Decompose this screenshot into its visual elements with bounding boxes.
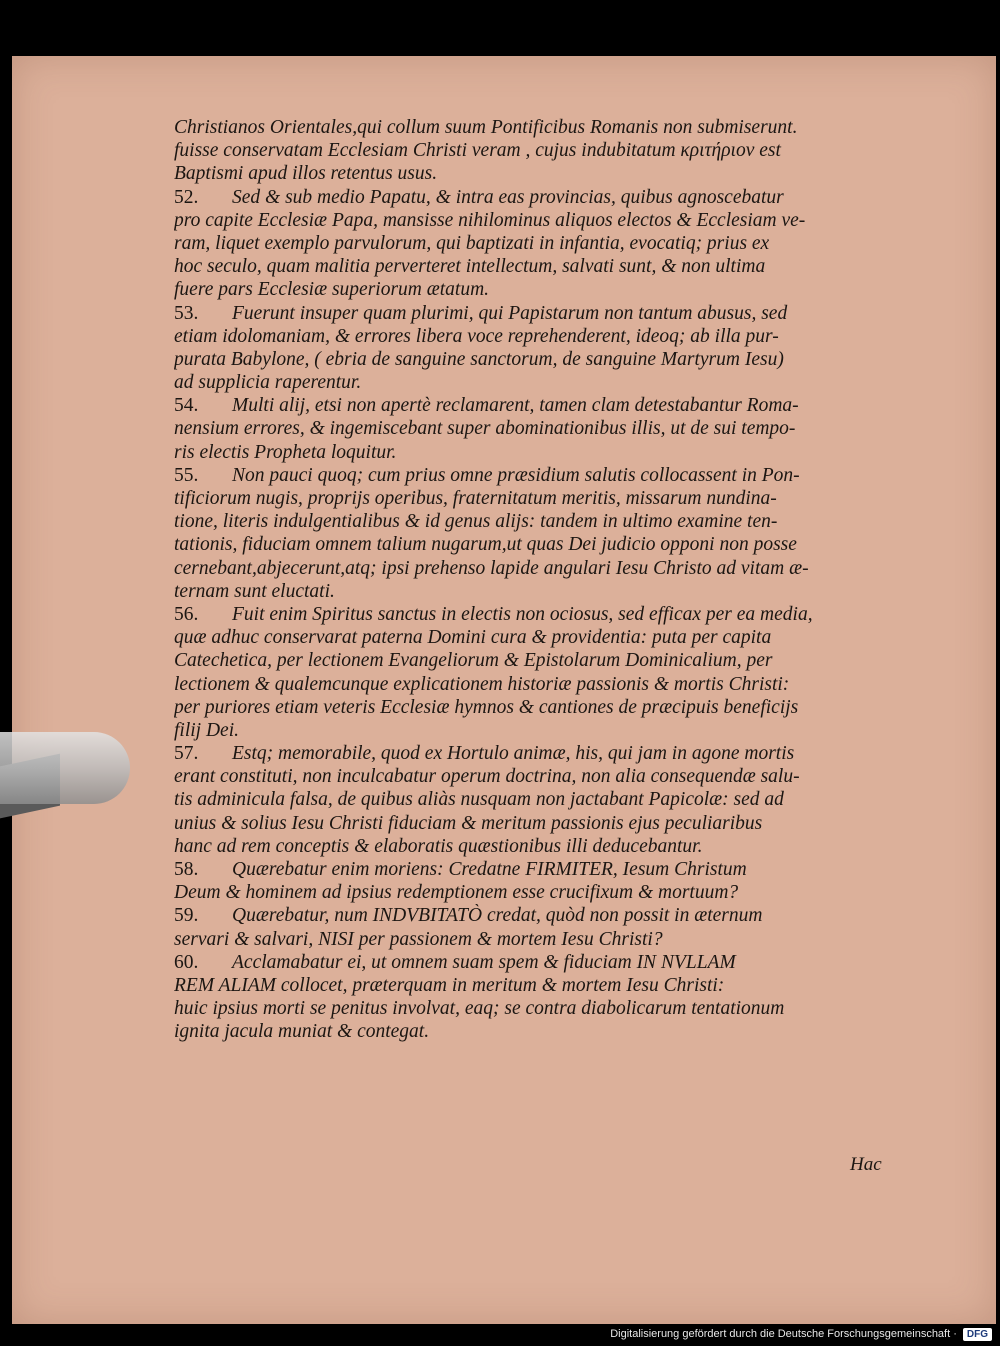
line-text: REM ALIAM collocet, præterquam in meritum & mortem Iesu Christi: — [174, 974, 725, 996]
line-text: ris electis Propheta loquitur. — [174, 441, 397, 463]
paragraph-number: 58. — [174, 859, 199, 880]
line-text: tis adminicula falsa, de quibus aliàs nusquam non jactabant Papicolæ: sed ad — [174, 789, 784, 811]
line-text: per puriores etiam veteris Ecclesiæ hymnos & cantiones de præcipuis beneficijs — [174, 696, 799, 718]
line-text: Sed & sub medio Papatu, & intra eas provincias, quibus agnoscebatur — [232, 186, 784, 208]
text-line — [174, 348, 890, 371]
line-text: Multi alij, etsi non apertè reclamarent, tamen clam detestabantur Roma- — [232, 395, 799, 417]
credit-text: Digitalisierung gefördert durch die Deutsche Forschungsgemeinschaft · — [610, 1328, 957, 1340]
line-text: ignita jacula muniat & contegat. — [174, 1021, 430, 1043]
text-line — [174, 464, 890, 487]
line-text: ternam sunt eluctati. — [174, 580, 335, 602]
text-line — [174, 371, 890, 394]
text-line — [174, 186, 890, 209]
text-line — [174, 673, 890, 696]
text-line — [174, 742, 890, 765]
line-text: Fuit enim Spiritus sanctus in electis non ociosus, sed efficax per ea media, — [232, 603, 813, 625]
line-text: Deum & hominem ad ipsius redemptionem esse crucifixum & mortuum? — [174, 882, 739, 904]
text-line — [174, 788, 890, 811]
paragraph-number: 57. — [174, 743, 199, 765]
line-text: hanc ad rem conceptis & elaboratis quæstionibus illi deducebantur. — [174, 835, 703, 857]
line-text: lectionem & qualemcunque explicationem historiæ passionis & mortis Christi: — [174, 673, 790, 695]
paragraph-number: 59. — [174, 905, 199, 927]
line-text: fuere pars Ecclesiæ superiorum ætatum. — [174, 279, 490, 301]
line-text: tationis, fiduciam omnem talium nugarum,ut quas Dei judicio opponi non posse — [174, 534, 797, 556]
paragraph-number: 60. — [174, 951, 199, 973]
paragraph-number: 56. — [174, 603, 199, 625]
text-line — [174, 719, 890, 742]
text-line — [174, 812, 890, 835]
line-text: Catechetica, per lectionem Evangeliorum & Epistolarum Dominicalium, per — [174, 650, 773, 672]
text-line — [174, 904, 890, 927]
text-line — [174, 394, 890, 417]
text-line — [174, 974, 890, 997]
text-line — [174, 580, 890, 603]
text-line — [174, 441, 890, 464]
text-line — [174, 626, 890, 649]
line-text: pro capite Ecclesiæ Papa, mansisse nihilominus aliquos electos & Ecclesiam ve- — [174, 209, 806, 231]
text-line — [174, 533, 890, 556]
page-clamp — [0, 732, 130, 804]
line-text: Non pauci quoq; cum prius omne præsidium salutis collocassent in Pon- — [232, 464, 800, 486]
paragraph-number: 52. — [174, 186, 199, 208]
text-line — [174, 696, 890, 719]
text-line — [174, 858, 890, 881]
line-text: Baptismi apud illos retentus usus. — [174, 163, 438, 185]
text-line — [174, 302, 890, 325]
text-line — [174, 232, 890, 255]
dfg-logo-icon: DFG — [963, 1328, 992, 1341]
line-text: erant constituti, non inculcabatur operum doctrina, non alia consequendæ salu- — [174, 766, 800, 788]
text-line — [174, 139, 890, 162]
text-line — [174, 417, 890, 440]
line-text: huic ipsius morti se penitus involvat, eaq; se contra diabolicarum tentationum — [174, 998, 785, 1020]
text-line — [174, 765, 890, 788]
text-line — [174, 278, 890, 301]
text-line — [174, 162, 890, 185]
text-line — [174, 487, 890, 510]
line-text: Fuerunt insuper quam plurimi, qui Papistarum non tantum abusus, sed — [232, 302, 788, 324]
text-line — [174, 649, 890, 672]
line-text: hoc seculo, quam malitia perverteret intellectum, salvati sunt, & non ultima — [174, 256, 766, 278]
line-text: ad supplicia raperentur. — [174, 372, 362, 394]
text-line — [174, 835, 890, 858]
line-text: Quærebatur, num INDVBITATÒ credat, quòd non possit in æternum — [232, 905, 763, 927]
line-text: nensium errores, & ingemiscebant super abominationibus illis, ut de sui tempo- — [174, 418, 796, 440]
text-line — [174, 116, 890, 139]
line-text: unius & solius Iesu Christi fiduciam & meritum passionis ejus peculiaribus — [174, 812, 763, 834]
line-text: Quærebatur enim moriens: Credatne FIRMITER, Iesum Christum — [232, 859, 747, 880]
line-text: Estq; memorabile, quod ex Hortulo animæ, his, qui jam in agone mortis — [232, 743, 795, 765]
line-text: cernebant,abjecerunt,atq; ipsi prehenso lapide angulari Iesu Christo ad vitam æ- — [174, 557, 809, 579]
text-line — [174, 209, 890, 232]
text-line — [174, 951, 890, 974]
text-line — [174, 510, 890, 533]
line-text: Acclamabatur ei, ut omnem suam spem & fiduciam IN NVLLAM — [232, 951, 736, 973]
catchword: Hac — [850, 1154, 882, 1175]
text-line — [174, 881, 890, 904]
line-text: tificiorum nugis, proprijs operibus, fraternitatum meritis, missarum nundina- — [174, 488, 777, 509]
paragraph-number: 53. — [174, 302, 199, 324]
line-text: ram, liquet exemplo parvulorum, qui baptizati in infantia, evocatiq; prius ex — [174, 232, 770, 254]
text-line — [174, 997, 890, 1020]
line-text: purata Babylone, ( ebria de sanguine sanctorum, de sanguine Martyrum Iesu) — [174, 348, 784, 370]
paragraph-number: 55. — [174, 464, 199, 486]
line-text: etiam idolomaniam, & errores libera voce reprehenderent, ideoq; ab illa pur- — [174, 325, 779, 347]
text-line — [174, 928, 890, 951]
scanned-page — [12, 56, 996, 1324]
text-line — [174, 255, 890, 278]
text-line — [174, 325, 890, 348]
line-text: Christianos Orientales,qui collum suum Pontificibus Romanis non submiserunt. — [174, 117, 798, 138]
text-line — [174, 557, 890, 580]
paragraph-number: 54. — [174, 395, 199, 417]
line-text: filij Dei. — [174, 719, 239, 741]
digitization-credit — [610, 1325, 992, 1343]
text-line — [174, 603, 890, 626]
page-text-block — [174, 116, 890, 1044]
line-text: tione, literis indulgentialibus & id genus alijs: tandem in ultimo examine ten- — [174, 511, 778, 533]
text-line — [174, 1020, 890, 1043]
line-text: quæ adhuc conservarat paterna Domini cura & providentia: puta per capita — [174, 627, 772, 649]
line-text: fuisse conservatam Ecclesiam Christi veram , cujus indubitatum κριτήριον est — [174, 140, 781, 162]
line-text: servari & salvari, NISI per passionem & mortem Iesu Christi? — [174, 928, 663, 950]
